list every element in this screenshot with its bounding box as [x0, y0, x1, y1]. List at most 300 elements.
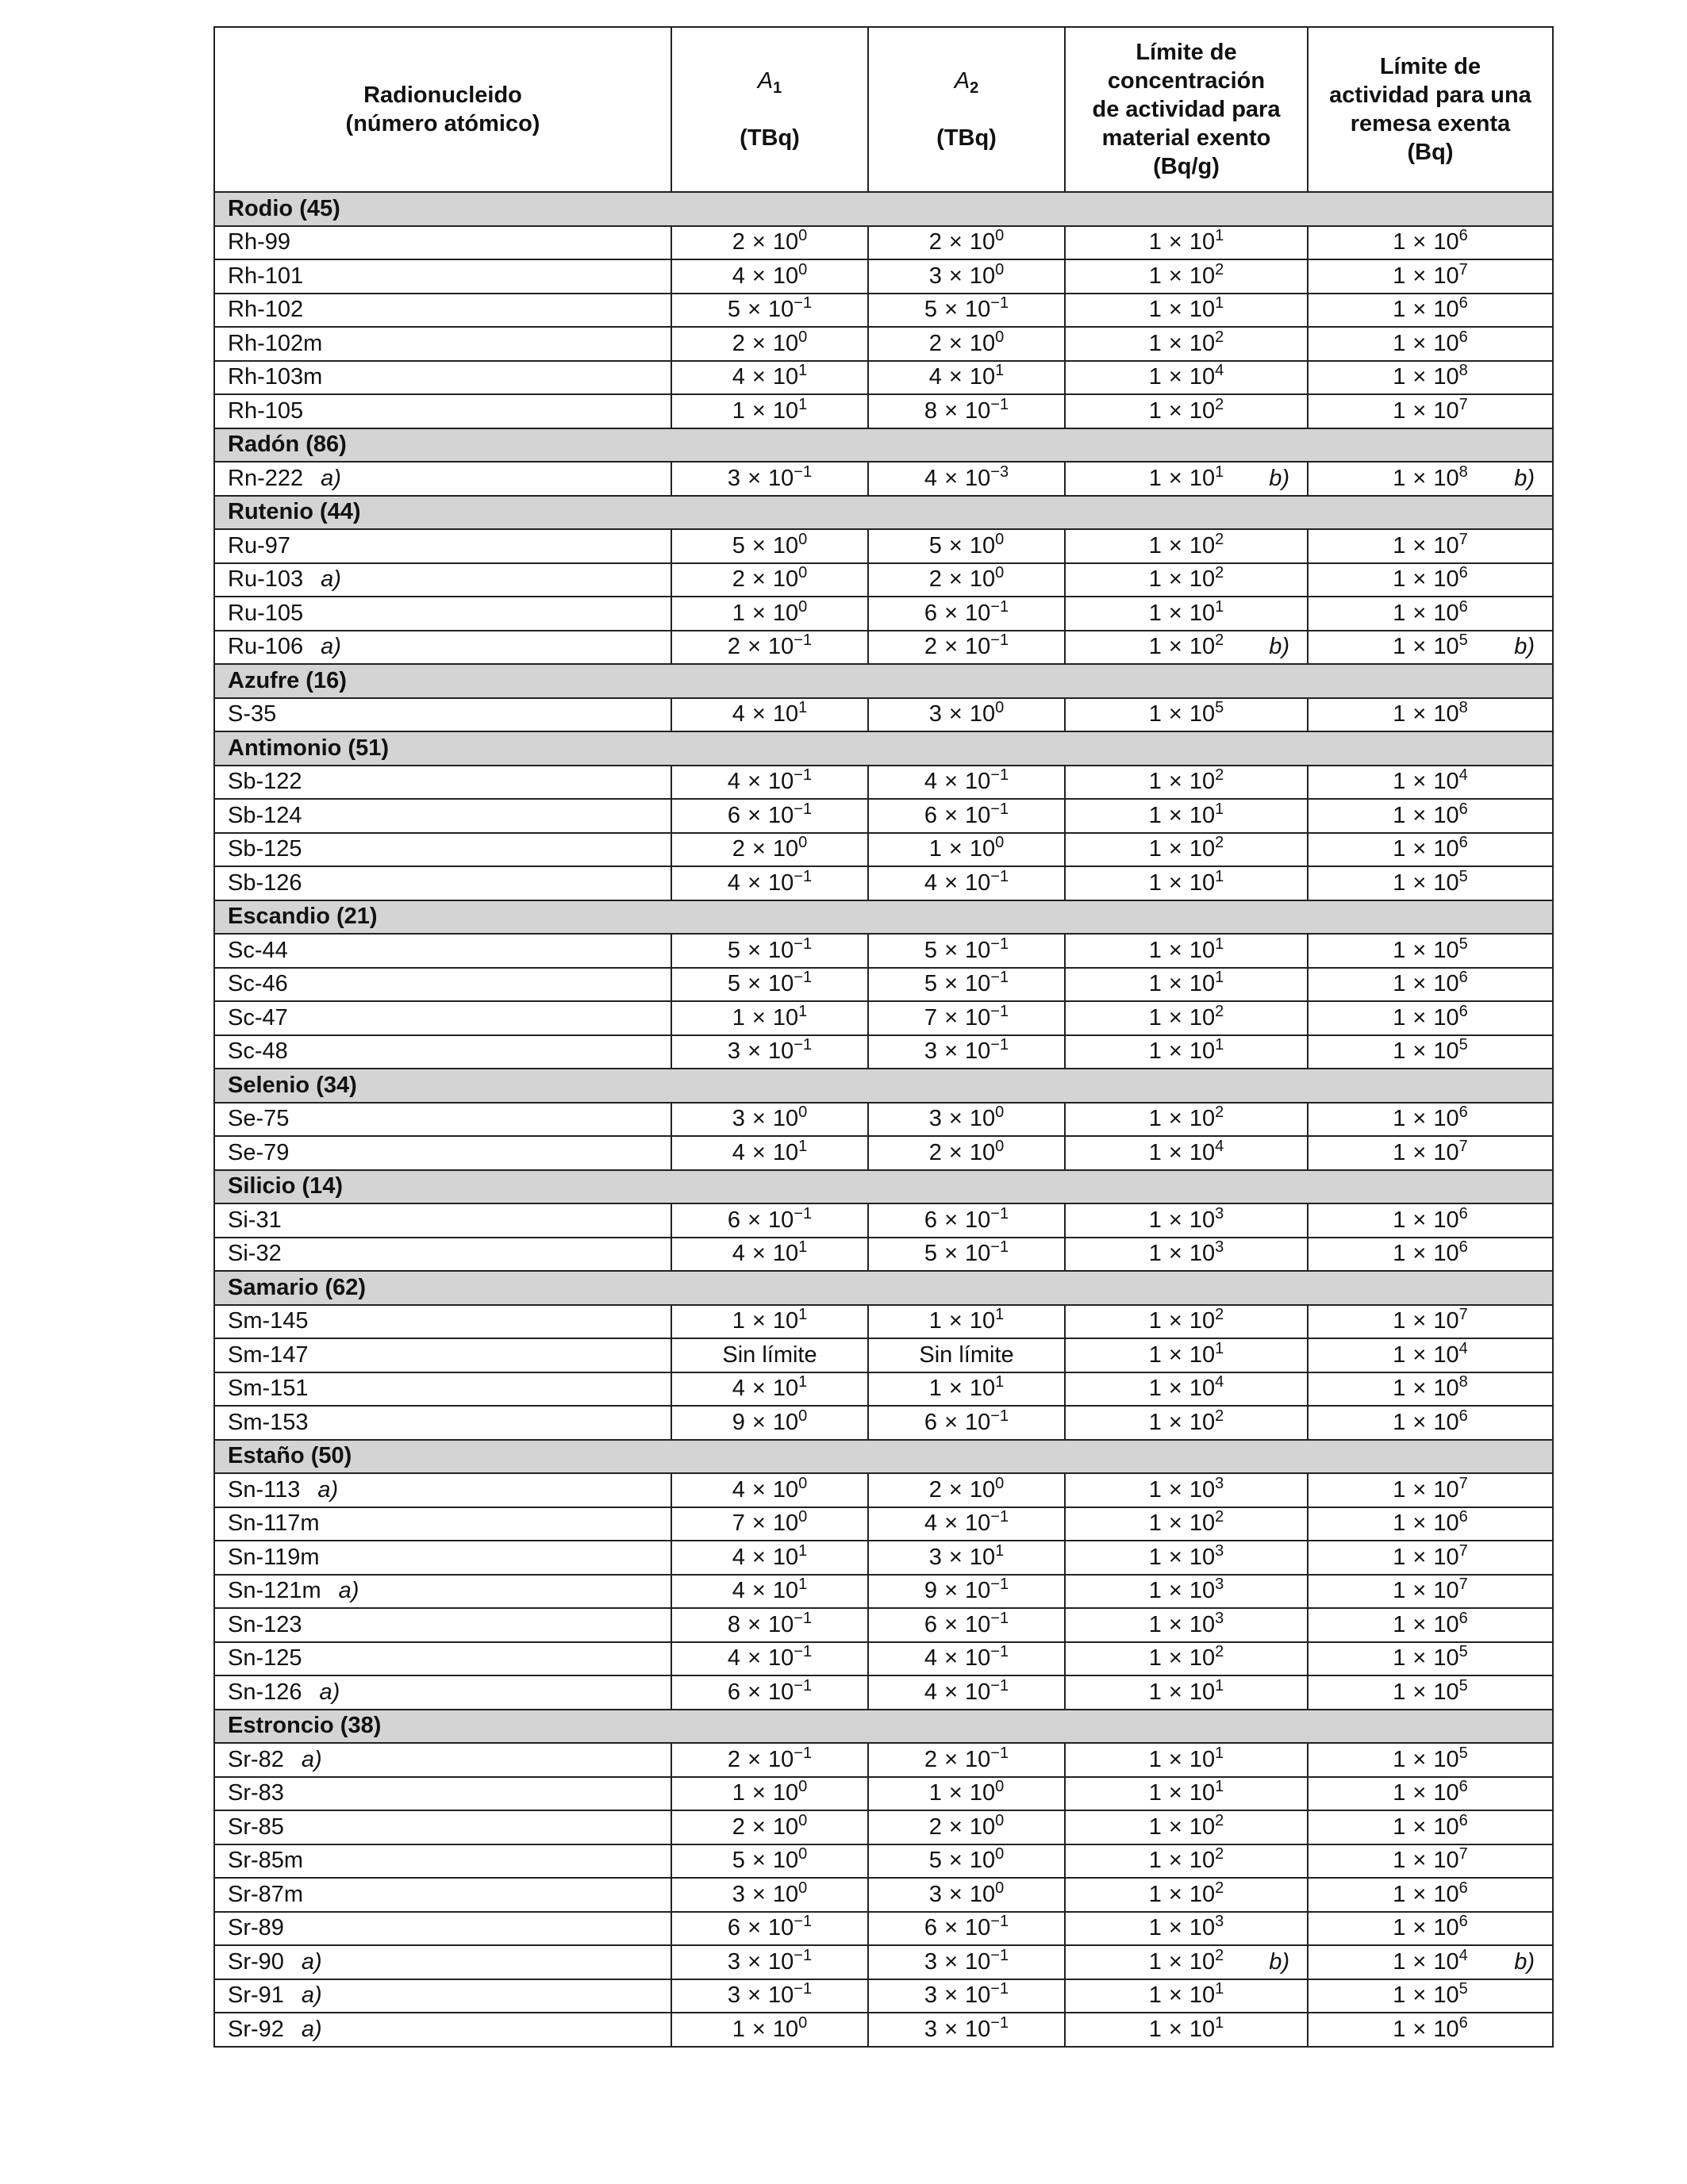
times-sign: × — [1412, 1207, 1427, 1233]
exponent: 5 — [1458, 867, 1468, 885]
times-sign: × — [1412, 532, 1427, 558]
table-row — [214, 1878, 1553, 1912]
times-sign: × — [1412, 600, 1427, 626]
value-wrap: $1 \times 10^1$ — [1148, 1980, 1224, 2009]
a1-cell — [671, 1912, 868, 1946]
value-wrap: $3 \times 10^{-1}$ — [727, 463, 813, 491]
header-a2 — [868, 27, 1065, 192]
times-sign: × — [1412, 1139, 1427, 1165]
concentration-limit-cell — [1065, 1878, 1308, 1912]
value-wrap: $1 \times 10^6$ — [1393, 1407, 1468, 1435]
times-sign: × — [944, 1038, 958, 1065]
table-row — [214, 394, 1553, 428]
value-wrap: $5 \times 10^{-1}$ — [924, 1238, 1009, 1267]
value-wrap: $1 \times 10^6$ — [1393, 564, 1468, 593]
mantissa: 1 — [1393, 1982, 1406, 2009]
activity-limit-cell — [1308, 799, 1553, 833]
table-row — [214, 1979, 1553, 2013]
exponent: 2 — [1215, 631, 1224, 650]
activity-limit-cell — [1308, 1912, 1553, 1946]
exponent: −1 — [794, 1946, 813, 1964]
value-wrap: $1 \times 10^2$ — [1148, 1508, 1224, 1537]
value-wrap: $1 \times 10^7$ — [1393, 1576, 1468, 1604]
a1-cell — [671, 1743, 868, 1777]
value-wrap: $2 \times 10^0$ — [732, 328, 808, 356]
mantissa: 1 — [1393, 1780, 1406, 1806]
concentration-limit-cell — [1065, 1406, 1308, 1440]
exponent: −1 — [990, 969, 1009, 987]
value-wrap: $1 \times 10^2$ — [1148, 1845, 1224, 1874]
exponent: −1 — [794, 1676, 813, 1695]
a1-cell — [671, 1001, 868, 1035]
exponent: 4 — [1458, 1339, 1468, 1357]
nuclide-name: Se-75 — [228, 1106, 290, 1132]
exponent: 6 — [1458, 1002, 1468, 1020]
exponent: 3 — [1215, 1238, 1224, 1257]
times-sign: × — [1168, 701, 1182, 727]
a1-cell — [671, 1473, 868, 1507]
times-sign: × — [747, 869, 761, 896]
concentration-limit-cell — [1065, 1238, 1308, 1272]
footnote-marker: b) — [1514, 634, 1535, 660]
footnote-marker: a) — [321, 465, 341, 491]
a2-cell — [868, 1406, 1065, 1440]
mantissa: 1 — [1148, 1510, 1162, 1537]
times-sign: × — [944, 1948, 958, 1975]
exponent: 6 — [1458, 1913, 1468, 1931]
nuclide-cell — [214, 462, 671, 496]
exponent: 1 — [798, 1238, 808, 1257]
value-wrap: $2 \times 10^0$ — [928, 564, 1005, 593]
mantissa: 1 — [1393, 1746, 1406, 1772]
mantissa: 1 — [1393, 1207, 1406, 1233]
activity-limit-cell — [1308, 1406, 1553, 1440]
times-sign: × — [944, 1746, 958, 1772]
times-sign: × — [944, 2016, 958, 2042]
value-wrap: $1 \times 10^1$ — [1148, 1676, 1224, 1705]
exponent: 5 — [1215, 699, 1224, 717]
times-sign: × — [1412, 1645, 1427, 1672]
value-wrap: $2 \times 10^{-1}$ — [924, 631, 1009, 660]
times-sign: × — [1412, 297, 1427, 323]
times-sign: × — [948, 1848, 963, 1874]
exponent: 5 — [1458, 935, 1468, 953]
mantissa: 1 — [1393, 1814, 1406, 1840]
a1-cell — [671, 1035, 868, 1069]
value-wrap: $1 \times 10^1$ — [1148, 800, 1224, 828]
a2-cell — [868, 327, 1065, 361]
times-sign: × — [1168, 1881, 1182, 1907]
exponent: 0 — [798, 2013, 808, 2032]
times-sign: × — [948, 229, 963, 255]
exponent: 2 — [1215, 395, 1224, 413]
exponent: 0 — [995, 1137, 1005, 1155]
table-row — [214, 799, 1553, 833]
table-row — [214, 1406, 1553, 1440]
a2-cell — [868, 2013, 1065, 2047]
mantissa: 3 — [732, 1881, 745, 1907]
exponent: −1 — [990, 800, 1009, 818]
nuclide-name: Rh-99 — [228, 229, 290, 255]
value-wrap: $1 \times 10^1$ — [732, 395, 808, 424]
nuclide-name: Sn-121m — [228, 1578, 321, 1604]
value-wrap: $1 \times 10^1$ — [1148, 294, 1224, 323]
mantissa: 2 — [732, 836, 745, 862]
exponent: −1 — [794, 631, 813, 650]
value-wrap: $1 \times 10^7$ — [1393, 1474, 1468, 1503]
footnote-marker: b) — [1514, 1948, 1535, 1975]
exponent: 0 — [995, 699, 1005, 717]
times-sign: × — [1412, 802, 1427, 828]
value-wrap: $1 \times 10^3$ — [1148, 1913, 1224, 1941]
concentration-limit-cell — [1065, 1642, 1308, 1676]
concentration-limit-cell — [1065, 1338, 1308, 1372]
mantissa: 4 — [727, 1645, 741, 1672]
value-wrap: $7 \times 10^{-1}$ — [924, 1002, 1009, 1031]
table-row — [214, 563, 1553, 597]
times-sign: × — [1168, 397, 1182, 424]
exponent: 2 — [1215, 1845, 1224, 1864]
value-wrap: $6 \times 10^{-1}$ — [924, 1609, 1009, 1637]
a1-cell — [671, 1642, 868, 1676]
exponent: −1 — [794, 1036, 813, 1054]
header-activity-line: Límite de — [1379, 54, 1481, 79]
mantissa: 1 — [1148, 263, 1162, 289]
times-sign: × — [751, 1578, 766, 1604]
exponent: 5 — [1458, 631, 1468, 650]
header-activity-limit — [1308, 27, 1553, 192]
times-sign: × — [944, 1578, 958, 1604]
exponent: −1 — [794, 867, 813, 885]
exponent: −1 — [990, 867, 1009, 885]
value-wrap: $1 \times 10^6$ — [1393, 1238, 1468, 1267]
mantissa: 4 — [732, 1241, 745, 1267]
a1-cell — [671, 799, 868, 833]
value-wrap: $1 \times 10^2$ — [1148, 1811, 1224, 1840]
exponent: 6 — [1458, 294, 1468, 313]
exponent: 0 — [798, 1104, 808, 1122]
header-a2-unit: (TBq) — [936, 125, 997, 151]
times-sign: × — [1168, 1578, 1182, 1604]
exponent: −1 — [794, 1744, 813, 1762]
mantissa: 9 — [924, 1578, 938, 1604]
mantissa: 1 — [1393, 1004, 1406, 1031]
exponent: 6 — [1458, 1879, 1468, 1897]
concentration-limit-cell — [1065, 327, 1308, 361]
mantissa: 1 — [1393, 869, 1406, 896]
times-sign: × — [1412, 330, 1427, 356]
concentration-limit-cell — [1065, 866, 1308, 900]
value-wrap: $2 \times 10^0$ — [928, 328, 1005, 356]
value-wrap: $1 \times 10^0$ — [928, 1778, 1005, 1806]
value-wrap: $6 \times 10^{-1}$ — [727, 800, 813, 828]
value-wrap: $3 \times 10^0$ — [732, 1879, 808, 1907]
mantissa: 2 — [727, 634, 741, 660]
exponent: 0 — [798, 1879, 808, 1897]
mantissa: 3 — [727, 1948, 741, 1975]
nuclide-name: Sb-125 — [228, 836, 302, 862]
mantissa: 6 — [727, 1679, 741, 1705]
activity-limit-cell — [1308, 394, 1553, 428]
times-sign: × — [1168, 769, 1182, 795]
exponent: 0 — [798, 597, 808, 616]
mantissa: 3 — [928, 1544, 942, 1570]
exponent: 3 — [1215, 1204, 1224, 1223]
times-sign: × — [1168, 229, 1182, 255]
concentration-limit-cell — [1065, 1035, 1308, 1069]
table-row — [214, 1575, 1553, 1609]
activity-limit-cell — [1308, 327, 1553, 361]
activity-limit-cell — [1308, 1608, 1553, 1642]
times-sign: × — [944, 397, 958, 424]
a2-cell — [868, 833, 1065, 867]
a2-cell — [868, 934, 1065, 968]
mantissa: 1 — [1393, 1139, 1406, 1165]
exponent: 0 — [995, 1845, 1005, 1864]
exponent: 2 — [1215, 328, 1224, 346]
times-sign: × — [1168, 1207, 1182, 1233]
concentration-limit-cell — [1065, 2013, 1308, 2047]
times-sign: × — [751, 566, 766, 593]
exponent: 2 — [1215, 564, 1224, 582]
mantissa: 3 — [727, 1038, 741, 1065]
times-sign: × — [944, 1409, 958, 1435]
nuclide-name: Sc-46 — [228, 971, 288, 997]
nuclide-cell — [214, 833, 671, 867]
value-wrap: $1 \times 10^7$ — [1393, 260, 1468, 289]
nuclide-cell — [214, 1103, 671, 1137]
table-row — [214, 529, 1553, 563]
a1-cell — [671, 1305, 868, 1339]
table-row — [214, 1945, 1553, 1979]
footnote-marker: a) — [317, 1476, 339, 1503]
concentration-limit-cell — [1065, 597, 1308, 631]
value-wrap: $4 \times 10^0$ — [732, 260, 808, 289]
footnote-marker: a) — [301, 1746, 322, 1772]
times-sign: × — [747, 1982, 761, 2009]
value-wrap: $5 \times 10^0$ — [732, 1845, 808, 1874]
activity-limit-cell — [1308, 1001, 1553, 1035]
exponent: 5 — [1458, 1980, 1468, 1998]
times-sign: × — [1412, 1915, 1427, 1941]
times-sign: × — [751, 600, 766, 626]
group-name: Estaño (50) — [214, 1440, 1553, 1474]
nuclide-cell — [214, 631, 671, 665]
a1-cell — [671, 1979, 868, 2013]
concentration-limit-cell — [1065, 1777, 1308, 1811]
a2-cell — [868, 1473, 1065, 1507]
exponent: 2 — [1215, 834, 1224, 852]
a2-cell — [868, 1945, 1065, 1979]
nuclide-name: Sr-87m — [228, 1881, 304, 1907]
table-row — [214, 1608, 1553, 1642]
value-wrap: $1 \times 10^1$ — [1148, 1036, 1224, 1065]
mantissa: 2 — [928, 566, 942, 593]
exponent: 2 — [1215, 530, 1224, 548]
exponent: −1 — [990, 1508, 1009, 1526]
value-wrap: $1 \times 10^7$ — [1393, 530, 1468, 558]
times-sign: × — [1168, 1915, 1182, 1941]
table-row — [214, 1675, 1553, 1710]
value-wrap: $4 \times 10^{-1}$ — [924, 1676, 1009, 1705]
a1-cell — [671, 1541, 868, 1575]
nuclide-name: Sm-151 — [228, 1376, 309, 1402]
value-wrap: $1 \times 10^1$ — [1148, 227, 1224, 255]
mantissa: 1 — [1148, 1881, 1162, 1907]
value-wrap: $1 \times 10^2$ — [1148, 328, 1224, 356]
exponent: −1 — [990, 766, 1009, 785]
mantissa: 1 — [1148, 1645, 1162, 1672]
mantissa: 4 — [924, 1645, 938, 1672]
value-wrap: $1 \times 10^4$ — [1393, 1339, 1468, 1368]
value-wrap: $1 \times 10^7$ — [1393, 395, 1468, 424]
value-wrap: $4 \times 10^0$ — [732, 1474, 808, 1503]
value-wrap: $2 \times 10^0$ — [732, 227, 808, 255]
value-wrap: $2 \times 10^0$ — [732, 834, 808, 862]
a1-cell — [671, 1810, 868, 1844]
exponent: 0 — [995, 1879, 1005, 1897]
exponent: 5 — [1458, 1036, 1468, 1054]
nuclide-cell — [214, 1406, 671, 1440]
concentration-limit-cell — [1065, 833, 1308, 867]
value-wrap: $3 \times 10^{-1}$ — [727, 1036, 813, 1065]
value-wrap: $1 \times 10^5$ — [1393, 935, 1468, 963]
concentration-limit-cell — [1065, 1608, 1308, 1642]
exponent: −1 — [990, 1946, 1009, 1964]
value-wrap: $1 \times 10^0$ — [732, 1778, 808, 1806]
exponent: 2 — [1215, 1407, 1224, 1425]
mantissa: 1 — [1393, 229, 1406, 255]
times-sign: × — [1168, 836, 1182, 862]
mantissa: 4 — [924, 465, 938, 491]
exponent: −1 — [990, 1676, 1009, 1695]
times-sign: × — [948, 1308, 963, 1334]
a1-cell — [671, 1203, 868, 1238]
exponent: −1 — [990, 1407, 1009, 1425]
value-wrap: $4 \times 10^{-1}$ — [924, 1508, 1009, 1537]
value-wrap: $1 \times 10^5$ b) — [1393, 631, 1535, 660]
times-sign: × — [948, 1376, 963, 1402]
footnote-marker: b) — [1514, 465, 1535, 491]
times-sign: × — [1412, 1544, 1427, 1570]
mantissa: 1 — [1393, 1611, 1406, 1637]
activity-limit-cell — [1308, 1979, 1553, 2013]
nuclide-cell — [214, 361, 671, 395]
nuclide-cell — [214, 1945, 671, 1979]
exponent: 0 — [798, 1407, 808, 1425]
concentration-limit-cell — [1065, 1103, 1308, 1137]
a1-cell — [671, 1878, 868, 1912]
nuclide-name: Rh-102m — [228, 330, 323, 356]
mantissa: 1 — [1148, 1578, 1162, 1604]
value-wrap: $1 \times 10^3$ — [1148, 1204, 1224, 1233]
times-sign: × — [948, 701, 963, 727]
exponent: 4 — [1458, 766, 1468, 785]
mantissa: 8 — [727, 1611, 741, 1637]
mantissa: 2 — [928, 1476, 942, 1503]
nuclide-cell — [214, 1912, 671, 1946]
nuclide-cell — [214, 1844, 671, 1879]
exponent: 7 — [1458, 1576, 1468, 1594]
exponent: 1 — [1215, 463, 1224, 481]
times-sign: × — [751, 2016, 766, 2042]
times-sign: × — [1168, 1004, 1182, 1031]
exponent: 1 — [995, 1373, 1005, 1391]
exponent: 0 — [995, 1778, 1005, 1796]
mantissa: 2 — [924, 1746, 938, 1772]
value-wrap: $4 \times 10^{-1}$ — [924, 867, 1009, 896]
times-sign: × — [1168, 869, 1182, 896]
a1-cell — [671, 766, 868, 800]
value-wrap: $1 \times 10^6$ — [1393, 834, 1468, 862]
times-sign: × — [1412, 1679, 1427, 1705]
header-conc-line: material exento — [1101, 125, 1271, 151]
a2-cell — [868, 631, 1065, 665]
mantissa: 8 — [924, 397, 938, 424]
exponent: 2 — [1215, 1946, 1224, 1964]
activity-limit-cell — [1308, 1642, 1553, 1676]
table-row — [214, 1001, 1553, 1035]
nuclide-cell — [214, 327, 671, 361]
times-sign: × — [944, 769, 958, 795]
exponent: 2 — [1215, 1643, 1224, 1661]
mantissa: 1 — [1148, 802, 1162, 828]
a2-cell — [868, 1878, 1065, 1912]
mantissa: 1 — [732, 1004, 745, 1031]
exponent: −1 — [990, 294, 1009, 313]
times-sign: × — [751, 1106, 766, 1132]
value-wrap: $1 \times 10^6$ — [1393, 2013, 1468, 2042]
mantissa: 1 — [1148, 1982, 1162, 2009]
mantissa: 7 — [732, 1510, 745, 1537]
times-sign: × — [1412, 1578, 1427, 1604]
header-conc-line: concentración — [1107, 68, 1266, 94]
value-wrap: $1 \times 10^7$ — [1393, 1845, 1468, 1874]
value-wrap: $1 \times 10^6$ — [1393, 1508, 1468, 1537]
mantissa: 1 — [1393, 701, 1406, 727]
a2-cell — [868, 294, 1065, 328]
value-wrap: $1 \times 10^2$ — [1148, 766, 1224, 795]
value-wrap: $1 \times 10^5$ — [1393, 867, 1468, 896]
concentration-limit-cell — [1065, 799, 1308, 833]
value-wrap: $6 \times 10^{-1}$ — [924, 1407, 1009, 1435]
mantissa: 1 — [1148, 364, 1162, 390]
table-row — [214, 1338, 1553, 1372]
header-radionuclide — [214, 27, 671, 192]
exponent: 6 — [1458, 227, 1468, 245]
exponent: −1 — [794, 800, 813, 818]
times-sign: × — [747, 465, 761, 491]
mantissa: 3 — [727, 465, 741, 491]
a2-cell — [868, 1001, 1065, 1035]
times-sign: × — [1168, 1308, 1182, 1334]
a1-cell — [671, 1372, 868, 1407]
times-sign: × — [1412, 364, 1427, 390]
value-wrap: $5 \times 10^{-1}$ — [727, 294, 813, 323]
mantissa: 1 — [1148, 1814, 1162, 1840]
activity-limit-cell — [1308, 259, 1553, 294]
nuclide-cell — [214, 394, 671, 428]
times-sign: × — [751, 1510, 766, 1537]
value-wrap: $1 \times 10^8$ — [1393, 699, 1468, 727]
group-row — [214, 664, 1553, 698]
group-name: Escandio (21) — [214, 900, 1553, 935]
nuclide-name: Rn-222 — [228, 465, 304, 491]
value-wrap: $1 \times 10^6$ — [1393, 1609, 1468, 1637]
exponent: 2 — [1215, 1879, 1224, 1897]
activity-limit-cell — [1308, 361, 1553, 395]
value-wrap: $8 \times 10^{-1}$ — [924, 395, 1009, 424]
